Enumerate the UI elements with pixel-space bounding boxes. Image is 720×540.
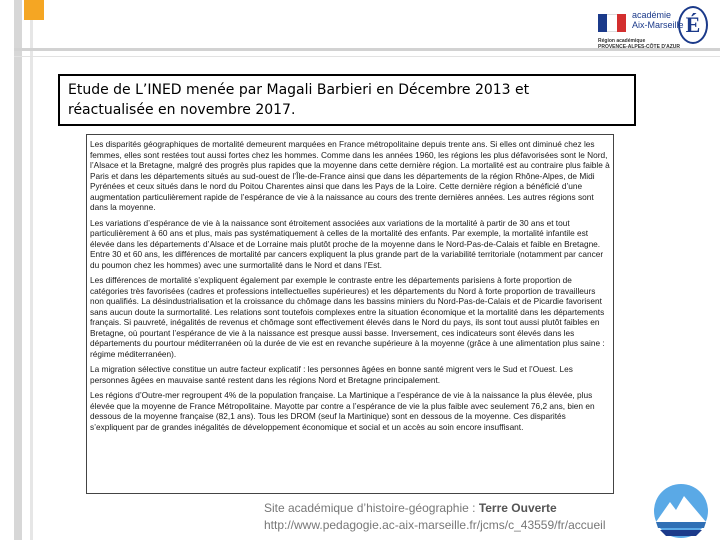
footer-url-link[interactable]: http://www.pedagogie.ac-aix-marseille.fr/jcms/c_43559/fr/accueil xyxy=(264,518,606,532)
logo-e-letter: É xyxy=(678,6,708,44)
logo-region-text: Région académique PROVENCE-ALPES-CÔTE D'AZUR xyxy=(598,38,681,50)
decorative-horizontal-line-thin xyxy=(14,56,720,57)
title-line-1: Etude de L’INED menée par Magali Barbieri en Décembre 2013 et xyxy=(68,82,530,98)
paragraph: Les variations d’espérance de vie à la naissance sont étroitement associées aux variations de la mortalité à partir de 30 ans et tout particulièrement à 60 ans et plus, mais pas systématiquement à celles de la mortalité des enfants. Par exemple, la mortalité infantile est élevée dans les départements d’Alsace et de Lorraine mais plutôt proche de la moyenne dans le Nord-Pas-de-Calais et faible en Bretagne. Entre 30 et 60 ans, les différences de mortalité par cancers expliquent la plus grande part de la variabilité territoriale (notamment par cancer du poumon chez les hommes) avec une surmortalité dans le Nord et dans l’Est. xyxy=(90,217,604,270)
title-line-2: réactualisée en novembre 2017. xyxy=(68,102,296,118)
paragraph: Les disparités géographiques de mortalité demeurent marquées en France métropolitaine depuis trente ans. Si elles ont diminué chez les femmes, elles sont restées tout aussi fortes chez les hommes. Comme dans les années 1960, les régions les plus défavorisées sont le Nord, l’Alsace et la Bretagne, malgré des progrès plus rapides que la moyenne dans cette dernière région. La mortalité est au contraire plus faible à Paris et dans les départements situés au sud-ouest de l’Île-de-France ainsi que dans les départements de la région Rhône-Alpes, de Midi Pyrénées et ceux situés dans le nord du Poitou Charentes ainsi que dans les Pays de la Loire. Cette dernière région a bénéficié d’une augmentation particulièrement rapide de l’espérance de vie à la naissance au cours des trente dernières années. Les autres régions sont dans la moyenne. xyxy=(90,139,610,212)
slide-title-box xyxy=(58,74,636,126)
academie-logo xyxy=(598,6,710,54)
footer-credit xyxy=(264,500,605,534)
paragraph: La migration sélective constitue un autre facteur explicatif : les personnes âgées en bonne santé migrent vers le Sud et l’Ouest. Les personnes âgées en mauvaise santé restent dans les régions Nord et Bretagne principalement. xyxy=(90,364,573,385)
paragraph: Les régions d’Outre-mer regroupent 4% de la population française. La Martinique a l’espérance de vie à la naissance la plus élevée, plus élevée que la moyenne de France Métropolitaine. Mayotte par contre a l’espérance de vie la plus faible avec seulement 76,2 ans, bien en dessous de la moyenne française (82,1 ans). Tous les DROM (seuf la Martinique) sont en dessous de la moyenne. Ces disparités s’expliquent par de grandes inégalités de développement économique et social et un accès au soin encore insuffisant. xyxy=(90,390,595,432)
footer-site-name[interactable]: Terre Ouverte xyxy=(478,501,557,515)
decorative-vertical-line xyxy=(30,0,33,540)
mountain-logo-icon xyxy=(652,482,710,540)
french-flag-icon xyxy=(598,14,626,32)
logo-academie-text: académie Aix-Marseille xyxy=(632,10,684,30)
decorative-vertical-bar xyxy=(14,0,22,540)
footer-site-line: Site académique d’histoire-géographie : Terre Ouverte xyxy=(264,501,557,515)
paragraph: Les différences de mortalité s’expliquent également par exemple le contraste entre les départements parisiens à forte proportion de catégories très favorisées (cadres et professions intellectuelles supérieures) et les départements du Nord à forte proportion de travailleurs non qualifiés. La désindustrialisation et la croissance du chômage dans les bassins miniers du Nord-Pas-de-Calais et de Picardie favorisent sans aucun doute la surmortalité. Les relations sont toutefois complexes entre la situation économique et la mortalité dans les départements français. Si pauvreté, inégalités de revenus et chômage sont effectivement élevés dans le Nord du pays, ils sont tout aussi plutôt faibles en Bretagne, où pourtant l’espérance de vie à la naissance est presque aussi basse. Inversement, ces indicateurs sont élevés dans les départements du pourtour méditerranéen où la durée de vie est en revanche supérieure à la moyenne (grâce à une alimentation plus saine : régime méditerranéen). xyxy=(90,275,605,359)
scanned-text-excerpt xyxy=(86,134,614,494)
decorative-orange-square xyxy=(24,0,44,20)
